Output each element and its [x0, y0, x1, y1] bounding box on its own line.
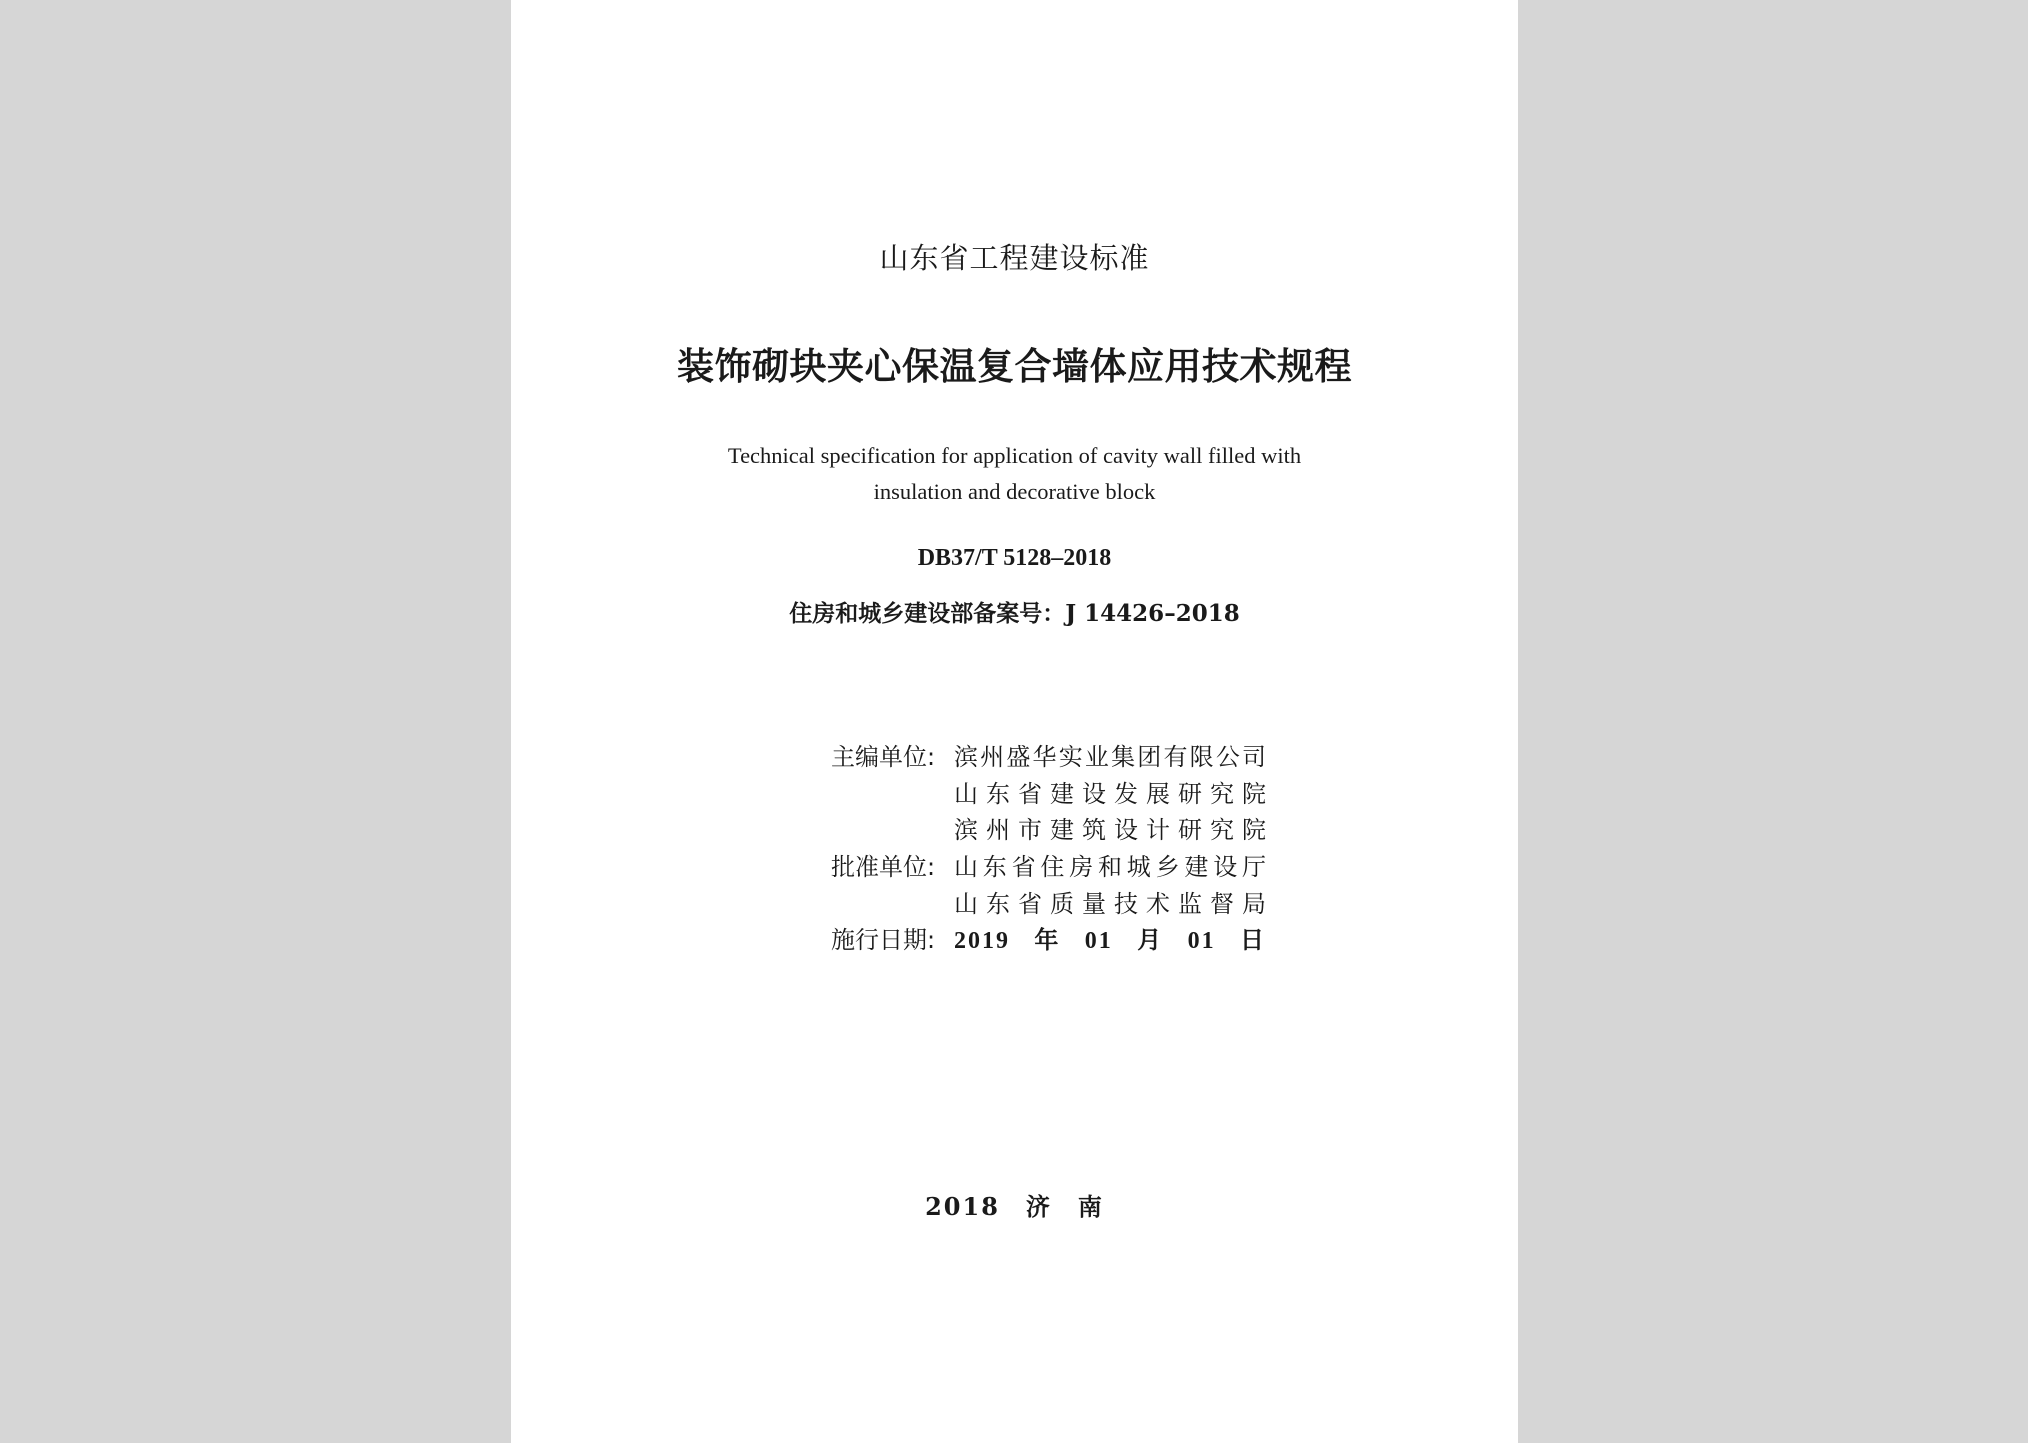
info-row	[831, 846, 1266, 883]
info-label	[831, 773, 954, 810]
info-label: 施行日期:	[831, 926, 936, 955]
info-row	[831, 773, 1266, 810]
info-row	[831, 919, 1266, 956]
title-english-line-2: insulation and decorative block	[873, 479, 1156, 504]
standard-series: 山东省工程建设标准	[879, 241, 1150, 275]
record-number: 住房和城乡建设部备案号：J 14426–2018	[789, 600, 1240, 627]
info-value: 滨州市建筑设计研究院	[954, 816, 1266, 845]
info-block	[831, 736, 1266, 956]
document-page	[511, 0, 1518, 1443]
title-english-line-1: Technical specification for application of cavity wall filled with	[727, 443, 1302, 468]
publish-year-place: 2018 济 南	[925, 1192, 1104, 1221]
info-value: 山东省住房和城乡建设厅	[954, 852, 1266, 881]
info-row	[831, 736, 1266, 773]
info-row	[831, 883, 1266, 920]
info-label	[831, 883, 954, 920]
info-label	[831, 809, 954, 846]
info-value: 滨州盛华实业集团有限公司	[954, 742, 1266, 771]
title-english	[511, 438, 1518, 510]
effective-date: 2019年01月01日	[954, 928, 1266, 955]
standard-code: DB37/T 5128–2018	[917, 545, 1112, 571]
info-label: 主编单位:	[831, 742, 936, 771]
info-value: 山东省建设发展研究院	[954, 779, 1266, 808]
info-value: 山东省质量技术监督局	[954, 889, 1266, 918]
info-row	[831, 809, 1266, 846]
info-label: 批准单位:	[831, 852, 936, 881]
title-chinese: 装饰砌块夹心保温复合墙体应用技术规程	[677, 344, 1352, 388]
